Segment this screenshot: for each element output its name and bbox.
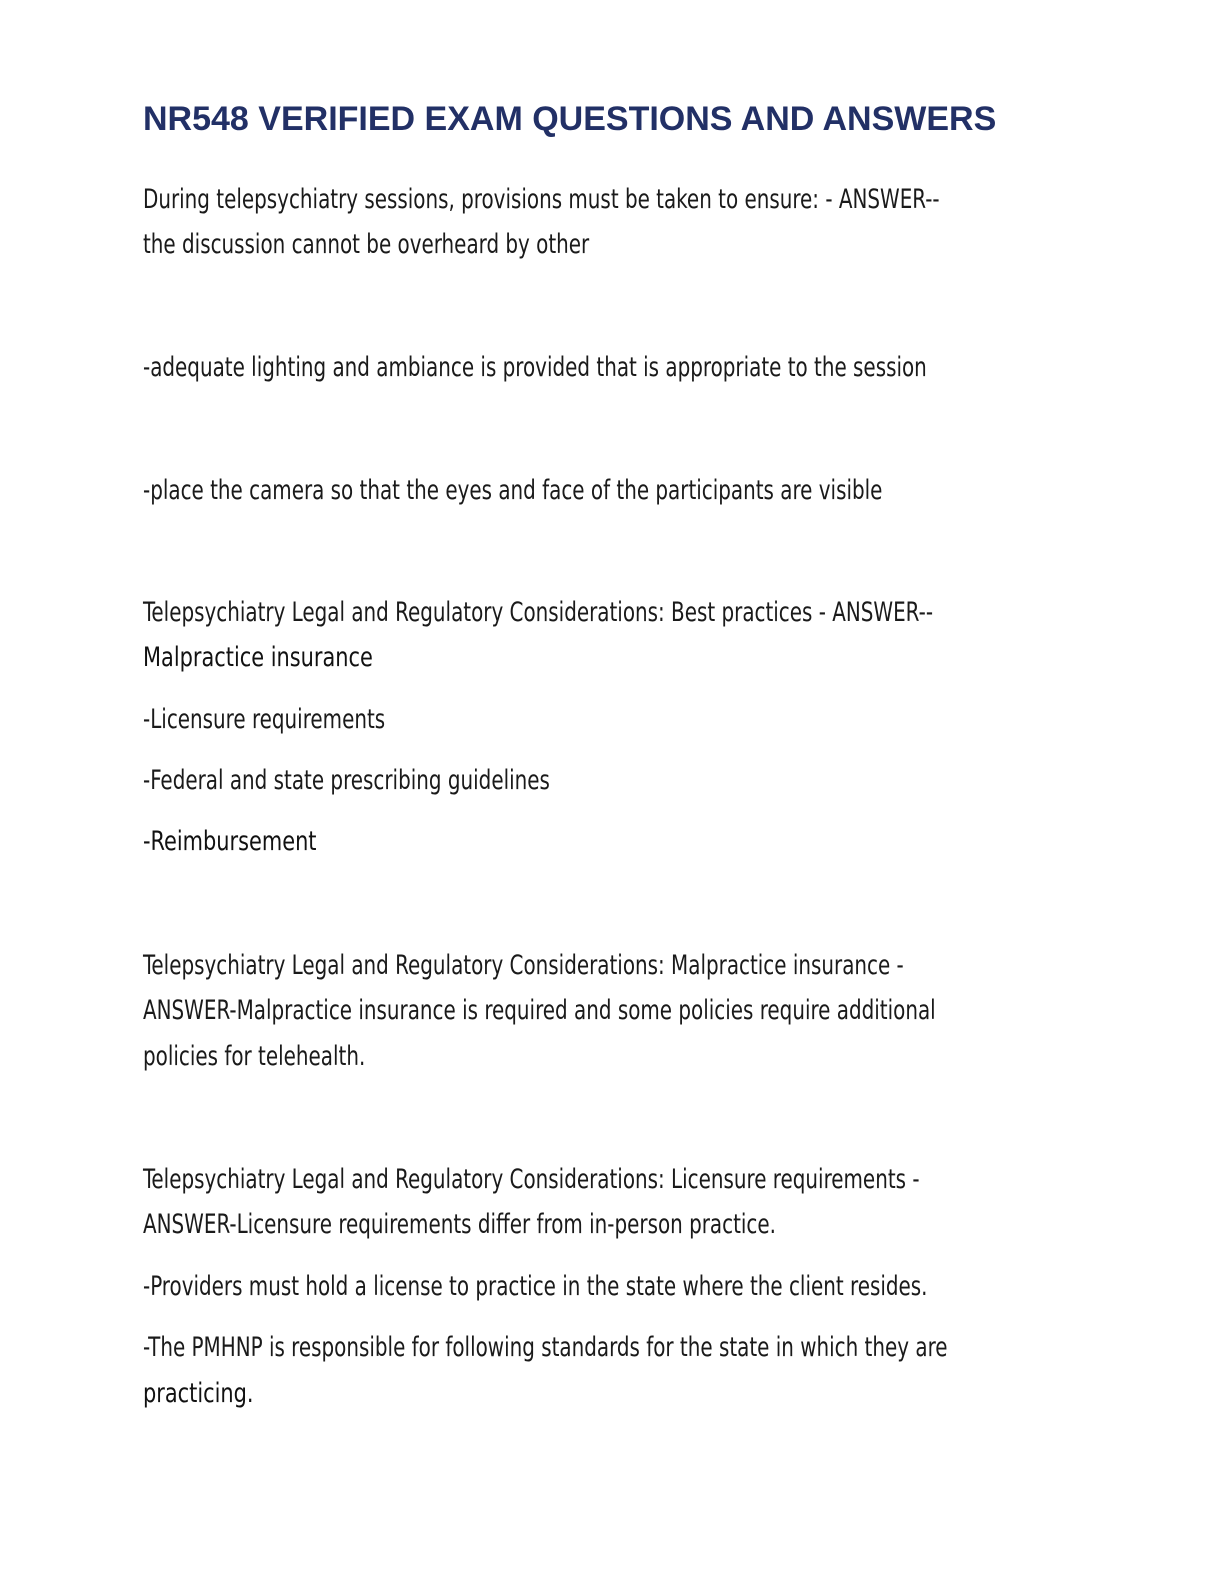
text-line: ANSWER-Licensure requirements differ from in-person practice. [143, 1209, 776, 1240]
text-line: Malpractice insurance [143, 642, 373, 673]
text-line: practicing. [143, 1378, 254, 1409]
text-line: -Providers must hold a license to practice in the state where the client resides. [143, 1271, 928, 1302]
text-line: Telepsychiatry Legal and Regulatory Considerations: Malpractice insurance - [143, 950, 904, 981]
text-line: Telepsychiatry Legal and Regulatory Considerations: Licensure requirements - [143, 1164, 920, 1195]
text-line: -Federal and state prescribing guidelines [143, 765, 550, 796]
text-line: -place the camera so that the eyes and face of the participants are visible [143, 475, 883, 506]
text-line: -Reimbursement [143, 826, 317, 857]
text-line: ANSWER-Malpractice insurance is required and some policies require additional [143, 995, 936, 1026]
document-title: NR548 VERIFIED EXAM QUESTIONS AND ANSWERS [143, 100, 997, 138]
text-line: Telepsychiatry Legal and Regulatory Considerations: Best practices - ANSWER-- [143, 597, 934, 628]
text-line: During telepsychiatry sessions, provisions must be taken to ensure: - ANSWER-- [143, 184, 940, 215]
text-line: the discussion cannot be overheard by other [143, 229, 590, 260]
text-line: policies for telehealth. [143, 1041, 366, 1072]
text-line: -The PMHNP is responsible for following standards for the state in which they are [143, 1332, 948, 1363]
text-line: -adequate lighting and ambiance is provided that is appropriate to the session [143, 352, 927, 383]
text-line: -Licensure requirements [143, 704, 386, 735]
